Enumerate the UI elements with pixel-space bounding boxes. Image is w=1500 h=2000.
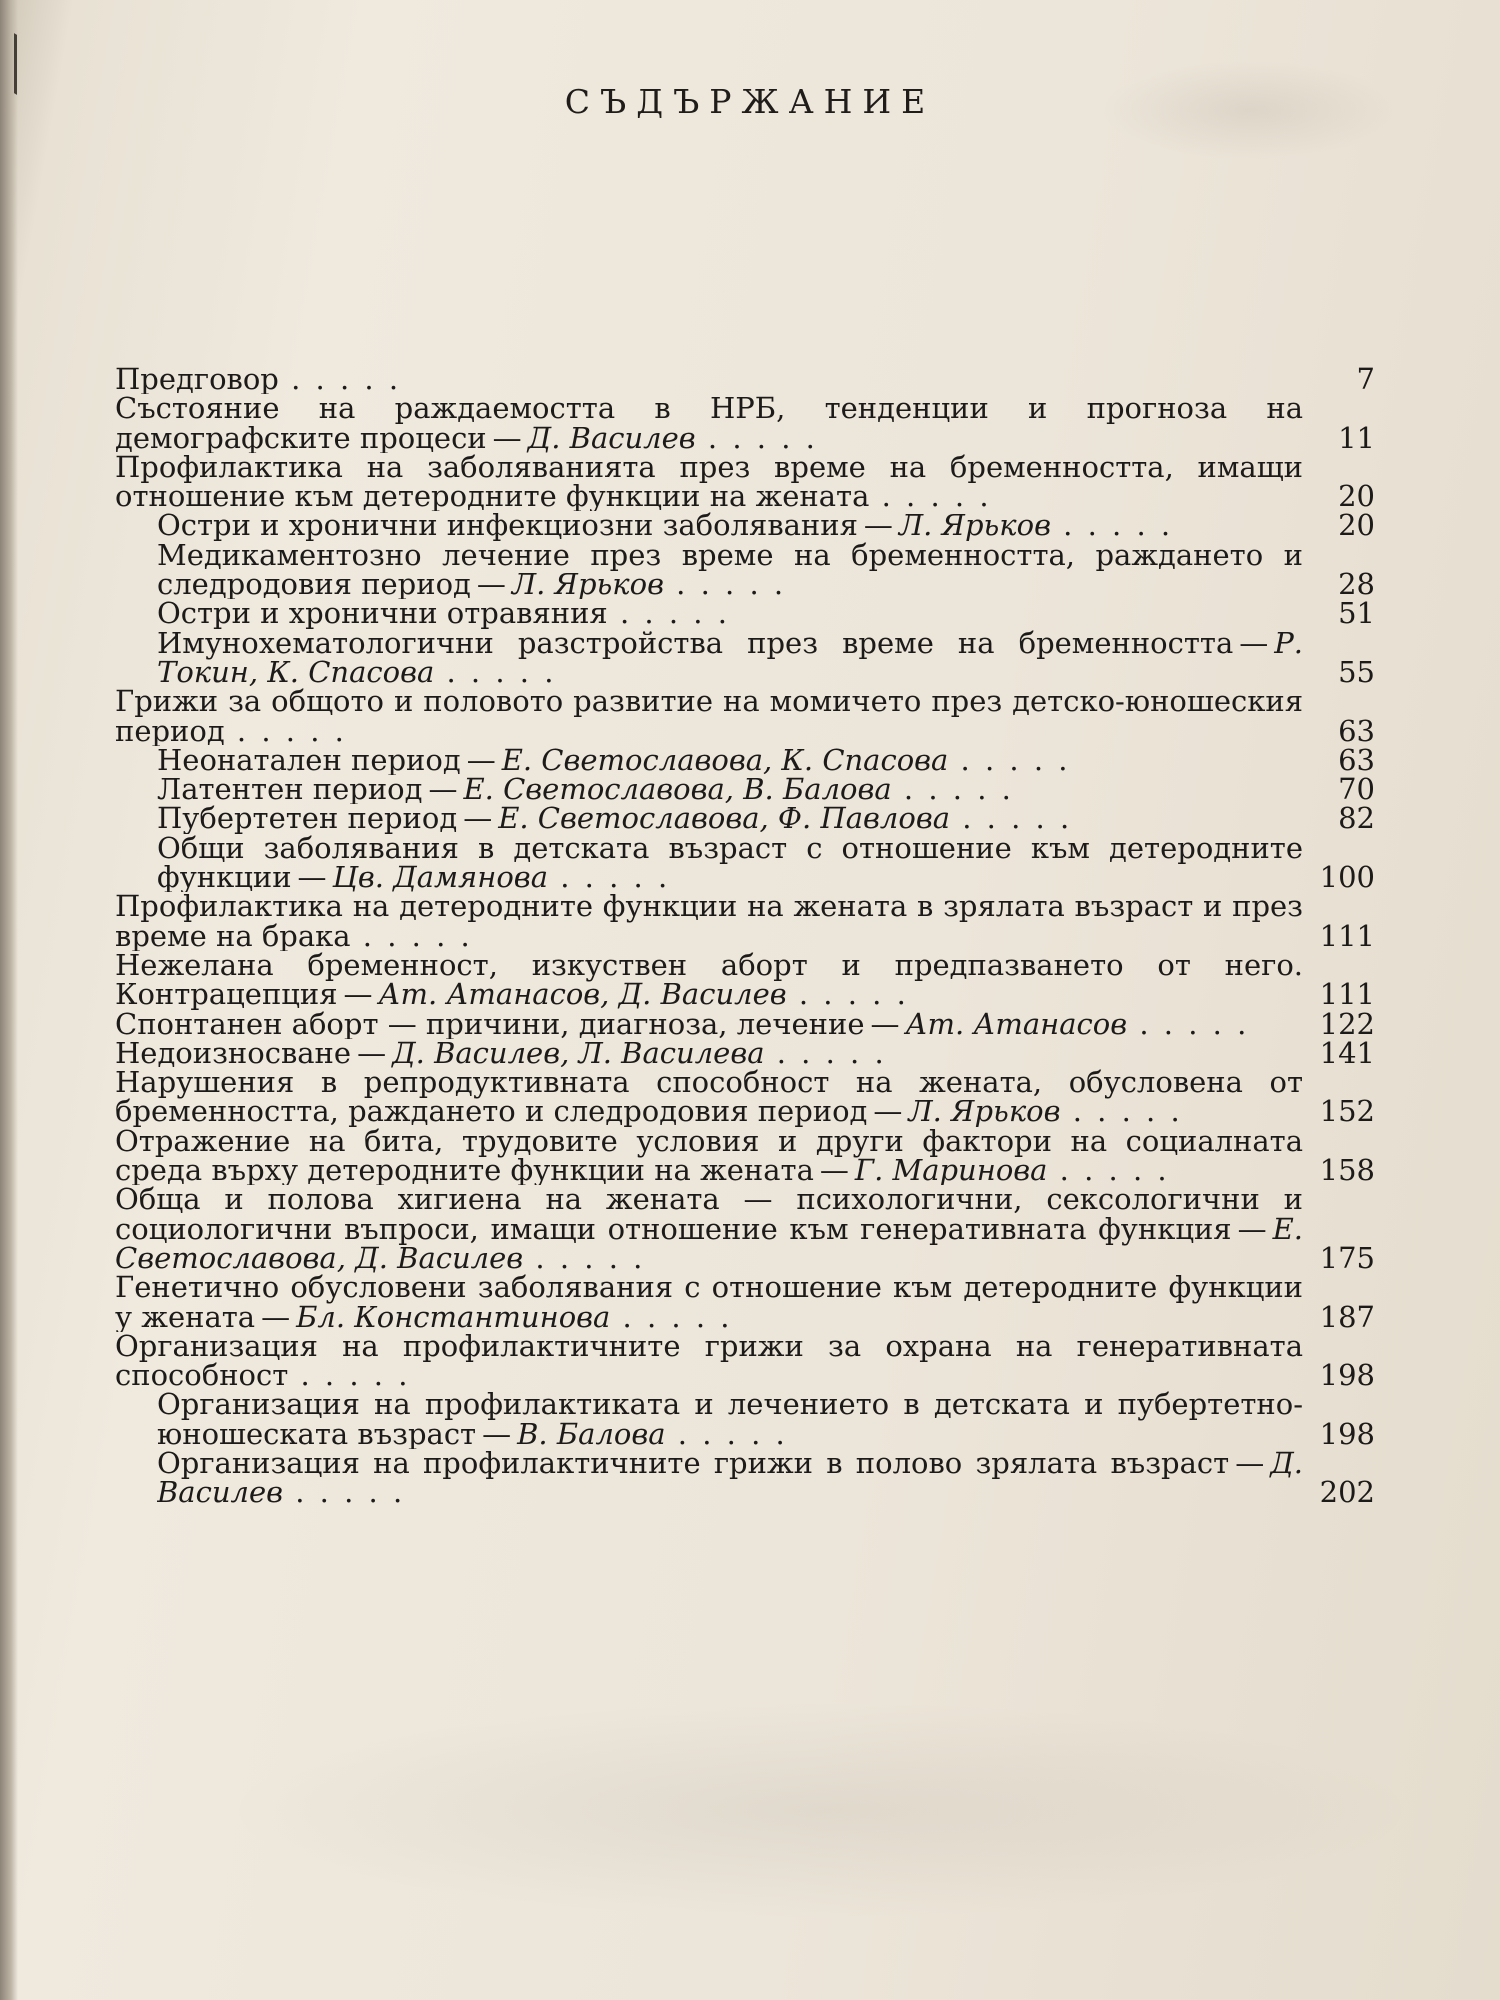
dot-leader: . . . . .: [695, 420, 818, 453]
toc-entry-author: Л. Ярьков: [908, 1094, 1061, 1127]
author-separator: —: [819, 1153, 849, 1186]
toc-page-number: 63: [1338, 742, 1375, 777]
show-through-shadow: [220, 1700, 1420, 1920]
toc-entry: [115, 394, 1375, 453]
toc-page-number: 55: [1338, 654, 1375, 689]
author-separator: —: [428, 775, 458, 805]
toc-entry-author: Д. Василев, Л. Василева: [392, 1038, 765, 1069]
toc-entry-text: [115, 453, 1303, 512]
toc-entry-title: Общи заболявания в детската възраст с отношение към детеродните функции: [157, 833, 1303, 893]
toc-entry-author: Ат. Атанасов, Д. Василев: [378, 977, 787, 1010]
toc-page-number: 141: [1319, 1035, 1375, 1070]
toc-entry: [115, 951, 1375, 1010]
author-separator: —: [863, 511, 893, 541]
toc-entry-text: [115, 1039, 1303, 1068]
dot-leader: . . . . .: [764, 1038, 887, 1069]
dot-leader: . . . . .: [1127, 1009, 1250, 1039]
dot-leader: . . . . .: [1047, 1153, 1170, 1186]
toc-page-number: 202: [1319, 1475, 1375, 1510]
toc-page-number: 63: [1338, 713, 1375, 748]
toc-entry-text: [115, 1127, 1303, 1186]
toc-entry-title: Профилактика на заболяванията през време на бременността, имащи отношение към детеродните функции на жената: [115, 452, 1303, 512]
toc-entry-author: Л. Ярьков: [511, 567, 664, 600]
dot-leader: . . . . .: [1060, 1094, 1183, 1127]
toc-entry: [115, 541, 1375, 600]
toc-entry: [115, 1127, 1375, 1186]
author-separator: —: [1239, 628, 1269, 660]
dot-leader: . . . . .: [283, 1475, 406, 1508]
toc-entry: [115, 801, 1375, 836]
toc-entry-author: Ат. Атанасов: [905, 1009, 1128, 1039]
toc-entry: [115, 1332, 1375, 1391]
dot-leader: . . . . .: [948, 745, 1071, 776]
toc-entry-author: Д. Василев: [527, 420, 696, 453]
dot-leader: . . . . .: [607, 599, 730, 629]
toc-page-number: 152: [1319, 1094, 1375, 1129]
toc-entry-text: [115, 394, 1303, 453]
toc-entry-title: Латентен период: [157, 775, 423, 805]
toc-entry: [115, 1185, 1375, 1273]
toc-entry-title: Неонатален период: [157, 745, 461, 776]
toc-page-number: 7: [1356, 362, 1375, 396]
toc-entry: [115, 1068, 1375, 1127]
toc-page-number: 198: [1319, 1358, 1375, 1393]
toc-entry-title: Спонтанен аборт — причини, диагноза, лечение: [115, 1009, 865, 1039]
toc-entry-title: Състояние на раждаемостта в НРБ, тенденции и прогноза на демографските процеси: [115, 394, 1303, 453]
toc-entry: [115, 1390, 1375, 1449]
toc-entry-title: Отражение на бита, трудовите условия и други фактори на социалната среда върху детеродните функции на жената: [115, 1126, 1303, 1186]
toc-entry-text: [157, 804, 1303, 833]
toc-entry-text: [157, 511, 1303, 540]
toc-page-number: 20: [1338, 479, 1375, 514]
toc-entry-text: [157, 834, 1303, 893]
toc-entry-author: Цв. Дамянова: [332, 860, 548, 893]
author-separator: —: [482, 1416, 512, 1449]
toc-page-number: 111: [1319, 918, 1375, 953]
dot-leader: . . . . .: [891, 775, 1014, 805]
author-separator: —: [343, 977, 373, 1010]
toc-entry: [115, 1006, 1375, 1041]
toc-entry-title: Грижи за общото и половото развитие на момичето през детско-юношеския период: [115, 687, 1303, 746]
page-title: СЪДЪРЖАНИЕ: [564, 82, 936, 121]
dot-leader: . . . . .: [278, 365, 402, 395]
author-separator: —: [297, 860, 327, 893]
author-separator: —: [357, 1038, 387, 1069]
toc-entry-author: Д. Василев: [157, 1448, 1303, 1508]
toc-entry-title: Имунохематологични разстройства през време на бременността: [157, 628, 1234, 660]
toc-entry-title: Медикаментозно лечение през време на бременността, раждането и следродовия период: [157, 540, 1303, 600]
toc-page-number: 70: [1338, 772, 1375, 807]
toc-entry-title: Остри и хронични инфекциозни заболявания: [157, 511, 858, 541]
toc-entry-text: [157, 775, 1303, 804]
toc-entry-title: Профилактика на детеродните функции на жената в зрялата възраст и през време на брака: [115, 892, 1303, 951]
toc-entry-author: Е. Светославова, К. Спасова: [501, 745, 949, 776]
toc-entry-text: [115, 951, 1303, 1010]
toc-entry-title: Нежелана бременност, изкуствен аборт и предпазването от него. Контрацепция: [115, 950, 1303, 1010]
toc-entry-text: [115, 687, 1303, 746]
toc-entry: [115, 453, 1375, 512]
toc-page-number: 122: [1319, 1006, 1375, 1041]
author-separator: —: [476, 567, 506, 600]
toc-entry-title: Недоизносване: [115, 1038, 352, 1069]
toc-entry: [115, 687, 1375, 746]
toc-entry-title: Пубертетен период: [157, 804, 458, 834]
toc-entry-text: [115, 1185, 1303, 1273]
toc-entry-text: [115, 365, 1303, 394]
author-separator: —: [261, 1299, 291, 1332]
author-separator: —: [492, 420, 522, 453]
author-separator: —: [463, 804, 493, 834]
toc-entry-title: Организация на профилактичните грижи в полово зрялата възраст: [157, 1448, 1230, 1480]
toc-entry-title: Организация на профилактиката и лечението в детската и пубертетно-юношеската възраст: [157, 1390, 1303, 1449]
toc-entry-title: Организация на профилактичните грижи за охрана на генеративната способност: [115, 1331, 1303, 1391]
dot-leader: . . . . .: [1050, 511, 1174, 541]
toc-page-number: 28: [1338, 567, 1375, 602]
dot-leader: . . . . .: [869, 479, 992, 512]
toc-entry: [115, 834, 1375, 893]
table-of-contents: [115, 362, 1375, 1510]
toc-entry: [115, 629, 1375, 688]
toc-entry-text: [115, 1273, 1303, 1332]
toc-entry-author: В. Балова: [517, 1416, 666, 1449]
toc-entry-author: Г. Маринова: [854, 1153, 1048, 1186]
toc-entry-text: [115, 892, 1303, 951]
toc-page-number: 198: [1319, 1416, 1375, 1451]
author-separator: —: [873, 1094, 903, 1127]
toc-entry-text: [157, 599, 1303, 628]
toc-entry-text: [115, 1332, 1303, 1391]
toc-page-number: 51: [1338, 596, 1375, 631]
toc-entry-author: Е. Светославова, В. Балова: [463, 775, 892, 805]
toc-entry-author: Бл. Константинова: [296, 1299, 611, 1332]
toc-entry: [115, 892, 1375, 951]
dot-leader: . . . . .: [786, 977, 909, 1010]
dot-leader: . . . . .: [288, 1358, 411, 1391]
toc-page-number: 187: [1319, 1299, 1375, 1334]
toc-page-number: 20: [1338, 508, 1375, 543]
toc-entry-text: [157, 746, 1303, 775]
toc-entry: [115, 1035, 1375, 1070]
toc-entry-author: Е. Светославова, Д. Василев: [115, 1211, 1303, 1274]
toc-entry: [115, 1449, 1375, 1508]
dot-leader: . . . . .: [523, 1240, 646, 1274]
author-separator: —: [1237, 1211, 1267, 1246]
toc-page-number: 100: [1319, 860, 1375, 895]
toc-entry-author: Л. Ярьков: [898, 511, 1051, 541]
dot-leader: . . . . .: [663, 567, 787, 600]
toc-page-number: 175: [1319, 1240, 1375, 1275]
author-separator: —: [870, 1009, 900, 1039]
toc-entry: [115, 362, 1375, 396]
toc-entry-title: Обща и полова хигиена на жената — психологични, сексологични и социологични въпроси, имащи отношение към генеративната функция: [115, 1185, 1303, 1246]
toc-entry: [115, 508, 1375, 543]
toc-entry: [115, 1273, 1375, 1332]
dot-leader: . . . . .: [665, 1416, 788, 1449]
toc-entry: [115, 596, 1375, 631]
toc-page-number: 158: [1319, 1153, 1375, 1188]
dot-leader: . . . . .: [610, 1299, 733, 1332]
toc-entry-text: [115, 1068, 1303, 1127]
toc-entry-author: Е. Светославова, Ф. Павлова: [498, 804, 950, 834]
toc-entry-title: Остри и хронични отравяния: [157, 599, 608, 629]
page-edge: [0, 0, 18, 2000]
toc-entry-text: [157, 541, 1303, 600]
toc-page-number: 111: [1319, 977, 1375, 1012]
toc-entry: [115, 742, 1375, 777]
toc-page-number: 82: [1338, 801, 1375, 836]
dot-leader: . . . . .: [434, 654, 557, 688]
dot-leader: . . . . .: [950, 804, 1073, 834]
toc-entry-text: [115, 1010, 1303, 1039]
author-separator: —: [1235, 1448, 1265, 1480]
toc-entry-text: [157, 629, 1303, 688]
toc-entry-title: Нарушения в репродуктивната способност на жената, обусловена от бременността, раждането и следродовия период: [115, 1068, 1303, 1127]
toc-entry: [115, 772, 1375, 807]
toc-entry-author: Р. Токин, К. Спасова: [157, 628, 1303, 688]
toc-entry-text: [157, 1449, 1303, 1508]
toc-entry-title: Генетично обусловени заболявания с отношение към детеродните функции у жената: [115, 1273, 1303, 1332]
dot-leader: . . . . .: [547, 860, 671, 893]
toc-page-number: 11: [1338, 420, 1375, 455]
toc-entry-text: [157, 1390, 1303, 1449]
author-separator: —: [466, 745, 496, 776]
dot-leader: . . . . .: [350, 918, 473, 951]
dot-leader: . . . . .: [224, 713, 347, 746]
toc-entry-title: Предговор: [115, 365, 279, 395]
